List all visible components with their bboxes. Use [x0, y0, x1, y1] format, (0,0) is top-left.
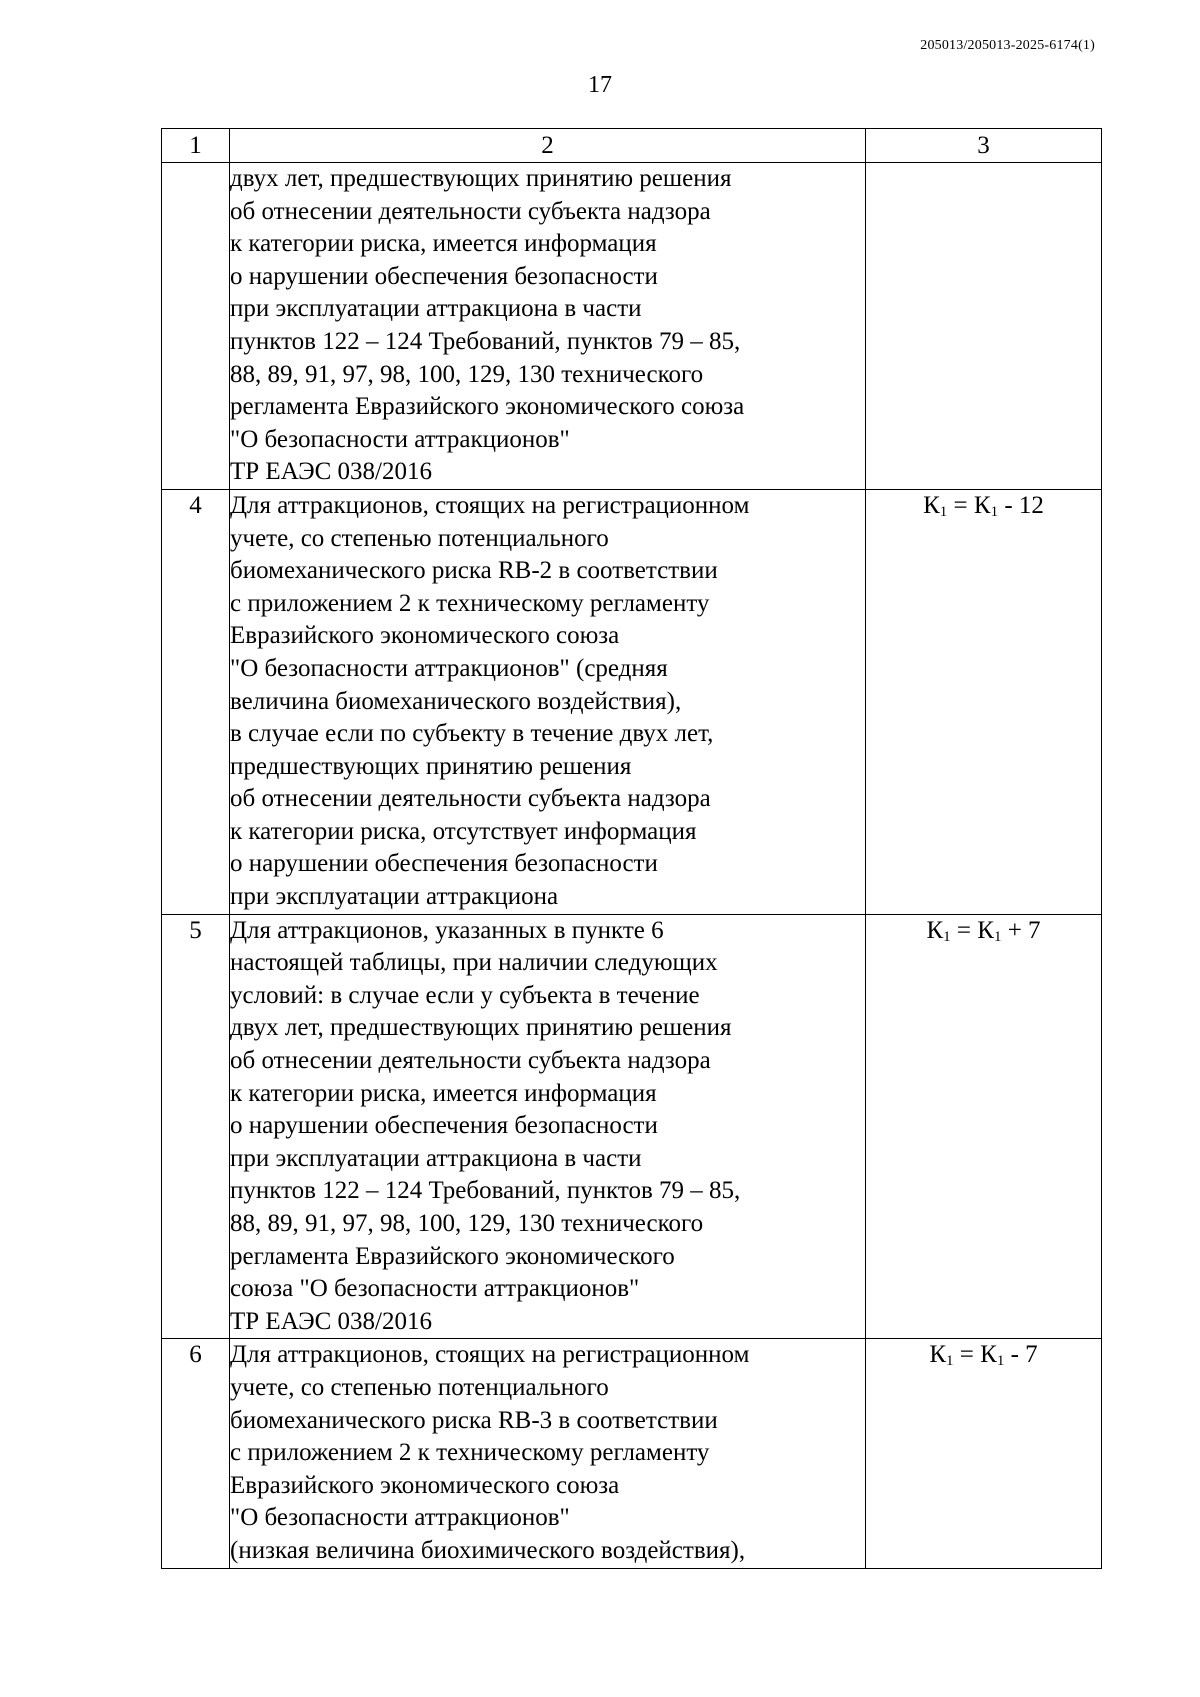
text-line: 88, 89, 91, 97, 98, 100, 129, 130 технического: [230, 360, 704, 388]
text-line: при эксплуатации аттракциона в части: [230, 295, 642, 323]
text-line: регламента Евразийского экономического: [230, 1242, 675, 1270]
text-line: Для аттракционов, стоящих на регистрационном: [230, 491, 750, 519]
row-number: 4: [162, 489, 230, 914]
table-row: [162, 163, 1102, 490]
text-line: ТР ЕАЭС 038/2016: [230, 458, 433, 486]
document-id: 205013/205013-2025-6174(1): [920, 38, 1095, 53]
text-line: величина биомеханического воздействия),: [230, 687, 682, 715]
text-line: "О безопасности аттракционов": [230, 1504, 570, 1532]
text-line: о нарушении обеспечения безопасности: [230, 262, 658, 290]
text-line: Для аттракционов, стоящих на регистрационном: [230, 1341, 750, 1369]
text-line: Для аттракционов, указанных в пункте 6: [230, 916, 664, 944]
row-number: 5: [162, 914, 230, 1339]
text-line: биомеханического риска RB-2 в соответствии: [230, 557, 718, 585]
text-line: учете, со степенью потенциального: [230, 1373, 609, 1401]
text-line: "О безопасности аттракционов" (средняя: [230, 654, 668, 682]
formula-lhs-sub: 1: [946, 1353, 954, 1370]
text-line: об отнесении деятельности субъекта надзора: [230, 1047, 711, 1075]
criterion-text: [230, 489, 866, 914]
coefficient-formula: [866, 914, 1102, 1339]
formula-rhs-sub: 1: [993, 928, 1002, 945]
text-line: к категории риска, отсутствует информация: [230, 817, 697, 845]
row-number: 6: [162, 1339, 230, 1568]
text-line: союза "О безопасности аттракционов": [230, 1275, 640, 1303]
criterion-text: [230, 1339, 866, 1568]
coefficient-formula: [866, 489, 1102, 914]
text-line: 88, 89, 91, 97, 98, 100, 129, 130 технического: [230, 1210, 704, 1237]
formula-tail: - 7: [1004, 1341, 1038, 1369]
text-line: Евразийского экономического союза: [230, 1471, 620, 1499]
table-header-row: [162, 129, 1102, 163]
text-line: биомеханического риска RB-3 в соответствии: [230, 1406, 718, 1434]
text-line: пунктов 122 – 124 Требований, пунктов 79 – 85,: [230, 327, 741, 355]
formula-lhs-sub: 1: [943, 928, 951, 945]
criterion-text: [230, 163, 866, 490]
text-line: "О безопасности аттракционов": [230, 425, 570, 453]
text-line: с приложением 2 к техническому регламенту: [230, 1439, 710, 1467]
table-row: [162, 489, 1102, 914]
formula-lhs-sub: 1: [939, 503, 948, 520]
text-line: при эксплуатации аттракциона: [230, 883, 559, 911]
formula-eq: =: [950, 916, 978, 944]
formula-rhs-sub: 1: [996, 1353, 1005, 1370]
text-line: учете, со степенью потенциального: [230, 524, 609, 552]
criteria-table: [161, 128, 1102, 1569]
text-line: двух лет, предшествующих принятию решения: [230, 165, 732, 192]
column-header: 2: [230, 129, 866, 163]
coefficient-formula: [866, 1339, 1102, 1568]
text-line: к категории риска, имеется информация: [230, 230, 657, 258]
formula-lhs: К: [929, 1341, 947, 1369]
page-number: 17: [588, 72, 612, 98]
formula-rhs: К: [980, 1341, 997, 1369]
text-line: (низкая величина биохимического воздействия),: [230, 1536, 746, 1564]
text-line: в случае если по субъекту в течение двух лет,: [230, 720, 714, 748]
row-number: [162, 163, 230, 490]
text-line: Евразийского экономического союза: [230, 622, 620, 650]
text-line: двух лет, предшествующих принятию решения: [230, 1014, 732, 1042]
text-line: к категории риска, имеется информация: [230, 1079, 657, 1107]
coefficient-formula: [866, 163, 1102, 490]
text-line: о нарушении обеспечения безопасности: [230, 850, 658, 878]
formula-tail: + 7: [1001, 916, 1041, 944]
formula-rhs: К: [977, 916, 994, 944]
text-line: регламента Евразийского экономического союза: [230, 393, 745, 421]
text-line: ТР ЕАЭС 038/2016: [230, 1307, 433, 1335]
text-line: с приложением 2 к техническому регламенту: [230, 589, 710, 617]
text-line: об отнесении деятельности субъекта надзора: [230, 785, 711, 813]
formula-rhs: К: [973, 491, 991, 519]
formula-tail: - 12: [998, 491, 1044, 519]
text-line: об отнесении деятельности субъекта надзора: [230, 197, 711, 225]
text-line: условий: в случае если у субъекта в течение: [230, 981, 700, 1009]
text-line: предшествующих принятию решения: [230, 752, 632, 780]
formula-lhs: К: [926, 916, 944, 944]
criterion-text: [230, 914, 866, 1339]
formula-eq: =: [947, 491, 974, 519]
column-header: 3: [866, 129, 1102, 163]
table-row: [162, 914, 1102, 1339]
text-line: о нарушении обеспечения безопасности: [230, 1112, 658, 1140]
text-line: пунктов 122 – 124 Требований, пунктов 79 – 85,: [230, 1177, 741, 1205]
table-row: [162, 1339, 1102, 1568]
column-header: 1: [162, 129, 230, 163]
formula-eq: =: [953, 1341, 981, 1369]
text-line: при эксплуатации аттракциона в части: [230, 1144, 642, 1172]
text-line: настоящей таблицы, при наличии следующих: [230, 949, 718, 977]
formula-rhs-sub: 1: [990, 503, 999, 520]
formula-lhs: К: [923, 491, 940, 519]
